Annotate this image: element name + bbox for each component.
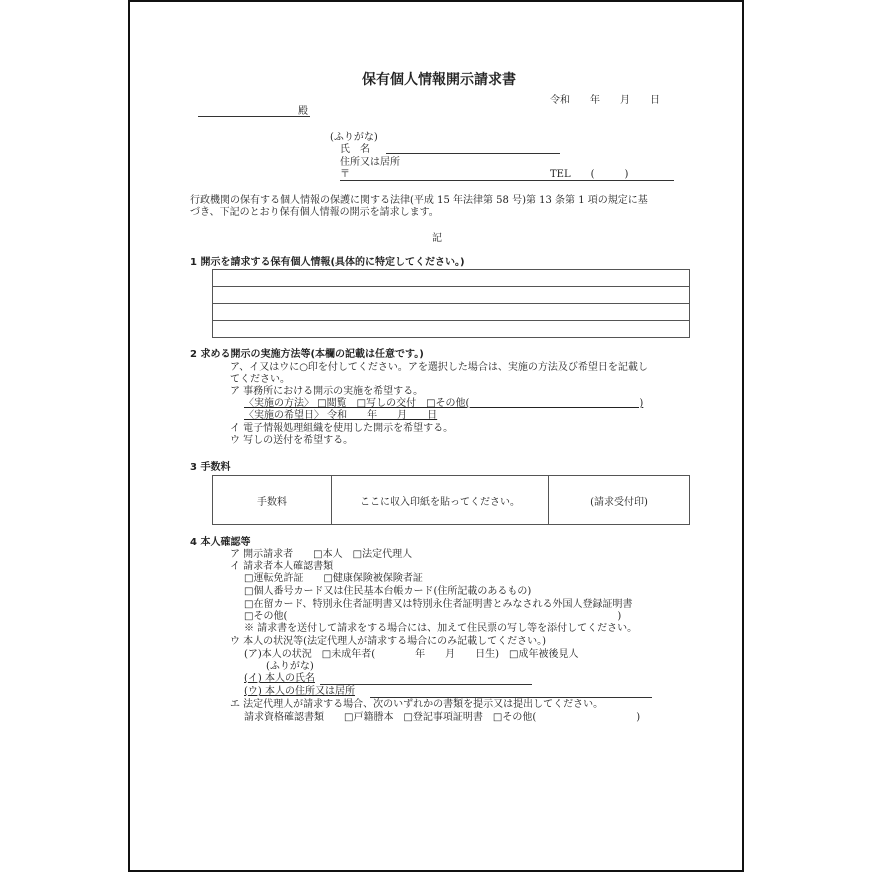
section1-line[interactable] — [213, 321, 690, 338]
section4-line: ア 開示請求者 □本人 □法定代理人 — [230, 549, 413, 560]
section4-line: (ウ) 本人の住所又は居所 — [244, 686, 355, 697]
date-line: 令和 年 月 日 — [550, 95, 660, 106]
applicant-furigana-label: (ふりがな) — [330, 132, 378, 143]
section4-line: イ 請求者本人確認書類 — [230, 561, 334, 572]
section1-input-box[interactable] — [212, 269, 690, 338]
section4-heading: 4 本人確認等 — [190, 537, 251, 548]
reception-seal-cell: (請求受付印) — [549, 476, 690, 525]
ki-label: 記 — [432, 233, 442, 244]
section4-line: 請求資格確認書類 □戸籍謄本 □登記事項証明書 □その他( ) — [244, 712, 641, 723]
section2-line: ウ 写しの送付を希望する。 — [230, 435, 354, 446]
tel-label: TEL ( ) — [550, 169, 629, 180]
section1-line[interactable] — [213, 270, 690, 287]
section4-line: □個人番号カード又は住民基本台帳カード(住所記載のあるもの) — [244, 586, 532, 597]
section4-line: □在留カード、特別永住者証明書又は特別永住者証明書とみなされる外国人登録証明書 — [244, 599, 633, 610]
section4-line: □その他( ) — [244, 611, 622, 622]
applicant-address-underline — [340, 180, 674, 181]
postal-mark: 〒 — [340, 169, 350, 180]
section2-line: ア 事務所における開示の実施を希望する。 — [230, 386, 424, 397]
document-page — [128, 0, 744, 872]
section4-line: (ア)本人の状況 □未成年者( 年 月 日生) □成年被後見人 — [244, 649, 579, 660]
applicant-name-underline — [386, 153, 560, 154]
section4-line: エ 法定代理人が請求する場合、次のいずれかの書類を提示又は提出してください。 — [230, 699, 604, 710]
section4-line: □運転免許証 □健康保険被保険者証 — [244, 573, 423, 584]
section4-line: (イ) 本人の氏名 — [244, 673, 315, 684]
section4-line: ウ 本人の状況等(法定代理人が請求する場合にのみ記載してください。) — [230, 636, 546, 647]
section2-method-line: 〈実施の方法〉 □閲覧 □写しの交付 □その他( ) — [244, 398, 644, 409]
section2-date-line: 〈実施の希望日〉 令和 年 月 日 — [244, 410, 438, 421]
section2-line: ア、イ又はウに○印を付してください。アを選択した場合は、実施の方法及び希望日を記載し — [230, 362, 648, 373]
section2-line: イ 電子情報処理組織を使用した開示を希望する。 — [230, 423, 454, 434]
section1-line[interactable] — [213, 287, 690, 304]
fee-label-cell: 手数料 — [213, 476, 332, 525]
section4-line: ※ 請求書を送付して請求をする場合には、加えて住民票の写し等を添付してください。 — [244, 623, 638, 634]
section3-heading: 3 手数料 — [190, 462, 231, 473]
intro-line-2: づき、下記のとおり保有個人情報の開示を請求します。 — [190, 207, 439, 218]
principal-name-underline — [320, 684, 532, 685]
section1-heading: 1 開示を請求する保有個人情報(具体的に特定してください。) — [190, 257, 465, 268]
section2-line: てください。 — [230, 374, 290, 385]
applicant-address-label: 住所又は居所 — [340, 157, 400, 168]
stamp-area-cell: ここに収入印紙を貼ってください。 — [332, 476, 549, 525]
principal-address-underline — [370, 697, 652, 698]
addressee-underline — [198, 116, 310, 117]
section1-line[interactable] — [213, 304, 690, 321]
addressee-suffix: 殿 — [298, 106, 308, 117]
applicant-name-label: 氏 名 — [340, 144, 370, 155]
intro-line-1: 行政機関の保有する個人情報の保護に関する法律(平成 15 年法律第 58 号)第 13 条第 1 項の規定に基 — [190, 195, 648, 206]
fee-table — [212, 475, 690, 525]
document-title: 保有個人情報開示請求書 — [362, 72, 516, 88]
section4-line: (ふりがな) — [266, 661, 314, 672]
section2-heading: 2 求める開示の実施方法等(本欄の記載は任意です。) — [190, 349, 424, 360]
